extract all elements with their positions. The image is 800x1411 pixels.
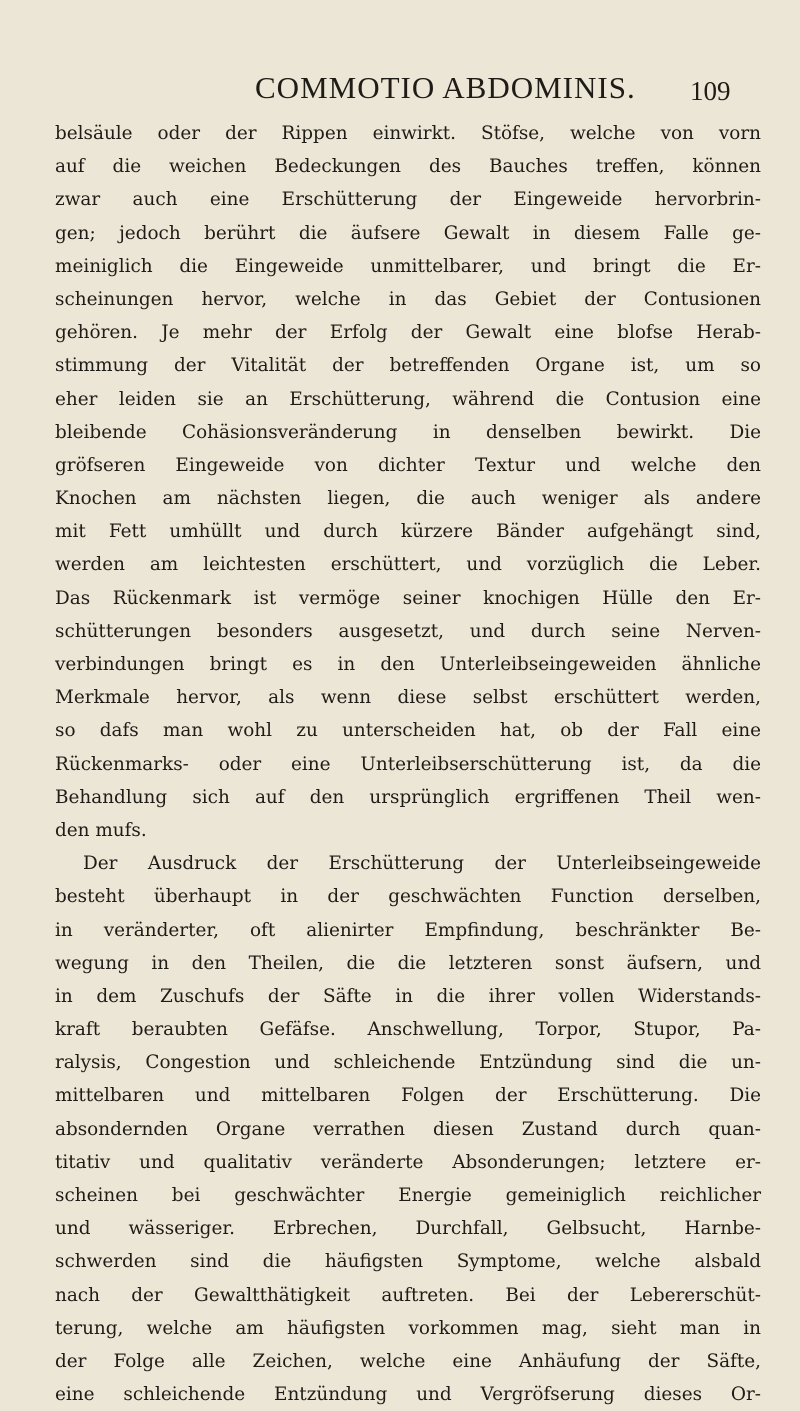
text-line: terung, welche am häufigsten vorkommen mag, sieht man in — [55, 1317, 761, 1339]
text-line: gehören. Je mehr der Erfolg der Gewalt eine blofse Herab- — [55, 322, 761, 344]
text-line: eine schleichende Entzündung und Vergröfserung dieses Or- — [55, 1384, 761, 1406]
page-number: 109 — [690, 76, 731, 106]
text-line: schütterungen besonders ausgesetzt, und durch seine Nerven- — [55, 620, 761, 642]
text-line: meiniglich die Eingeweide unmittelbarer, und bringt die Er- — [55, 255, 761, 277]
text-line: und wässeriger. Erbrechen, Durchfall, Gelbsucht, Harnbe- — [55, 1218, 761, 1240]
text-line: titativ und qualitativ veränderte Absonderungen; letztere er- — [55, 1151, 761, 1173]
text-line: zwar auch eine Erschütterung der Eingeweide hervorbrin- — [55, 189, 761, 211]
text-line: schwerden sind die häufigsten Symptome, welche alsbald — [55, 1251, 761, 1273]
text-line: stimmung der Vitalität der betreffenden Organe ist, um so — [55, 355, 761, 377]
text-line: auf die weichen Bedeckungen des Bauches treffen, können — [55, 156, 761, 178]
text-line: gröfseren Eingeweide von dichter Textur und welche den — [55, 454, 761, 476]
running-head-title: COMMOTIO ABDOMINIS. — [255, 70, 636, 105]
paragraph-start-line: Der Ausdruck der Erschütterung der Unterleibseingeweide — [83, 853, 761, 875]
text-line: eher leiden sie an Erschütterung, während die Contusion eine — [55, 388, 761, 410]
text-line: ralysis, Congestion und schleichende Entzündung sind die un- — [55, 1052, 761, 1074]
text-line: verbindungen bringt es in den Unterleibseingeweiden ähnliche — [55, 654, 761, 675]
text-line: absondernden Organe verrathen diesen Zustand durch quan- — [55, 1118, 761, 1140]
paragraph-end-line: den mufs. — [55, 819, 147, 841]
text-line: bleibende Cohäsionsveränderung in denselben bewirkt. Die — [55, 421, 761, 443]
text-line: in dem Zuschufs der Säfte in die ihrer vollen Widerstands- — [55, 985, 761, 1007]
text-line: gen; jedoch berührt die äufsere Gewalt in diesem Falle ge- — [55, 222, 761, 244]
text-line: belsäule oder der Rippen einwirkt. Stöfse, welche von vorn — [55, 123, 761, 144]
text-line: scheinungen hervor, welche in das Gebiet der Contusionen — [55, 288, 761, 310]
text-line: Knochen am nächsten liegen, die auch weniger als andere — [55, 488, 761, 510]
text-line: mittelbaren und mittelbaren Folgen der Erschütterung. Die — [55, 1085, 761, 1107]
text-line: nach der Gewaltthätigkeit auftreten. Bei der Lebererschüt- — [55, 1284, 761, 1306]
text-line: Behandlung sich auf den ursprünglich ergriffenen Theil wen- — [55, 786, 761, 808]
text-line: mit Fett umhüllt und durch kürzere Bänder aufgehängt sind, — [55, 521, 761, 543]
text-line: der Folge alle Zeichen, welche eine Anhäufung der Säfte, — [55, 1350, 761, 1372]
body-text — [55, 117, 761, 1411]
text-line: in veränderter, oft alienirter Empfindung, beschränkter Be- — [55, 919, 761, 941]
text-line: werden am leichtesten erschüttert, und vorzüglich die Leber. — [55, 554, 761, 576]
text-line: so dafs man wohl zu unterscheiden hat, ob der Fall eine — [55, 720, 761, 742]
text-line: Das Rückenmark ist vermöge seiner knochigen Hülle den Er- — [55, 587, 761, 609]
text-line: Merkmale hervor, als wenn diese selbst erschüttert werden, — [55, 687, 761, 709]
text-line: Rückenmarks- oder eine Unterleibserschütterung ist, da die — [55, 753, 761, 775]
text-line: scheinen bei geschwächter Energie gemeiniglich reichlicher — [55, 1185, 761, 1206]
text-line: kraft beraubten Gefäfse. Anschwellung, Torpor, Stupor, Pa- — [55, 1019, 761, 1041]
running-head — [0, 70, 800, 110]
text-line: besteht überhaupt in der geschwächten Function derselben, — [55, 886, 761, 908]
text-line: wegung in den Theilen, die die letzteren sonst äufsern, und — [55, 952, 761, 974]
